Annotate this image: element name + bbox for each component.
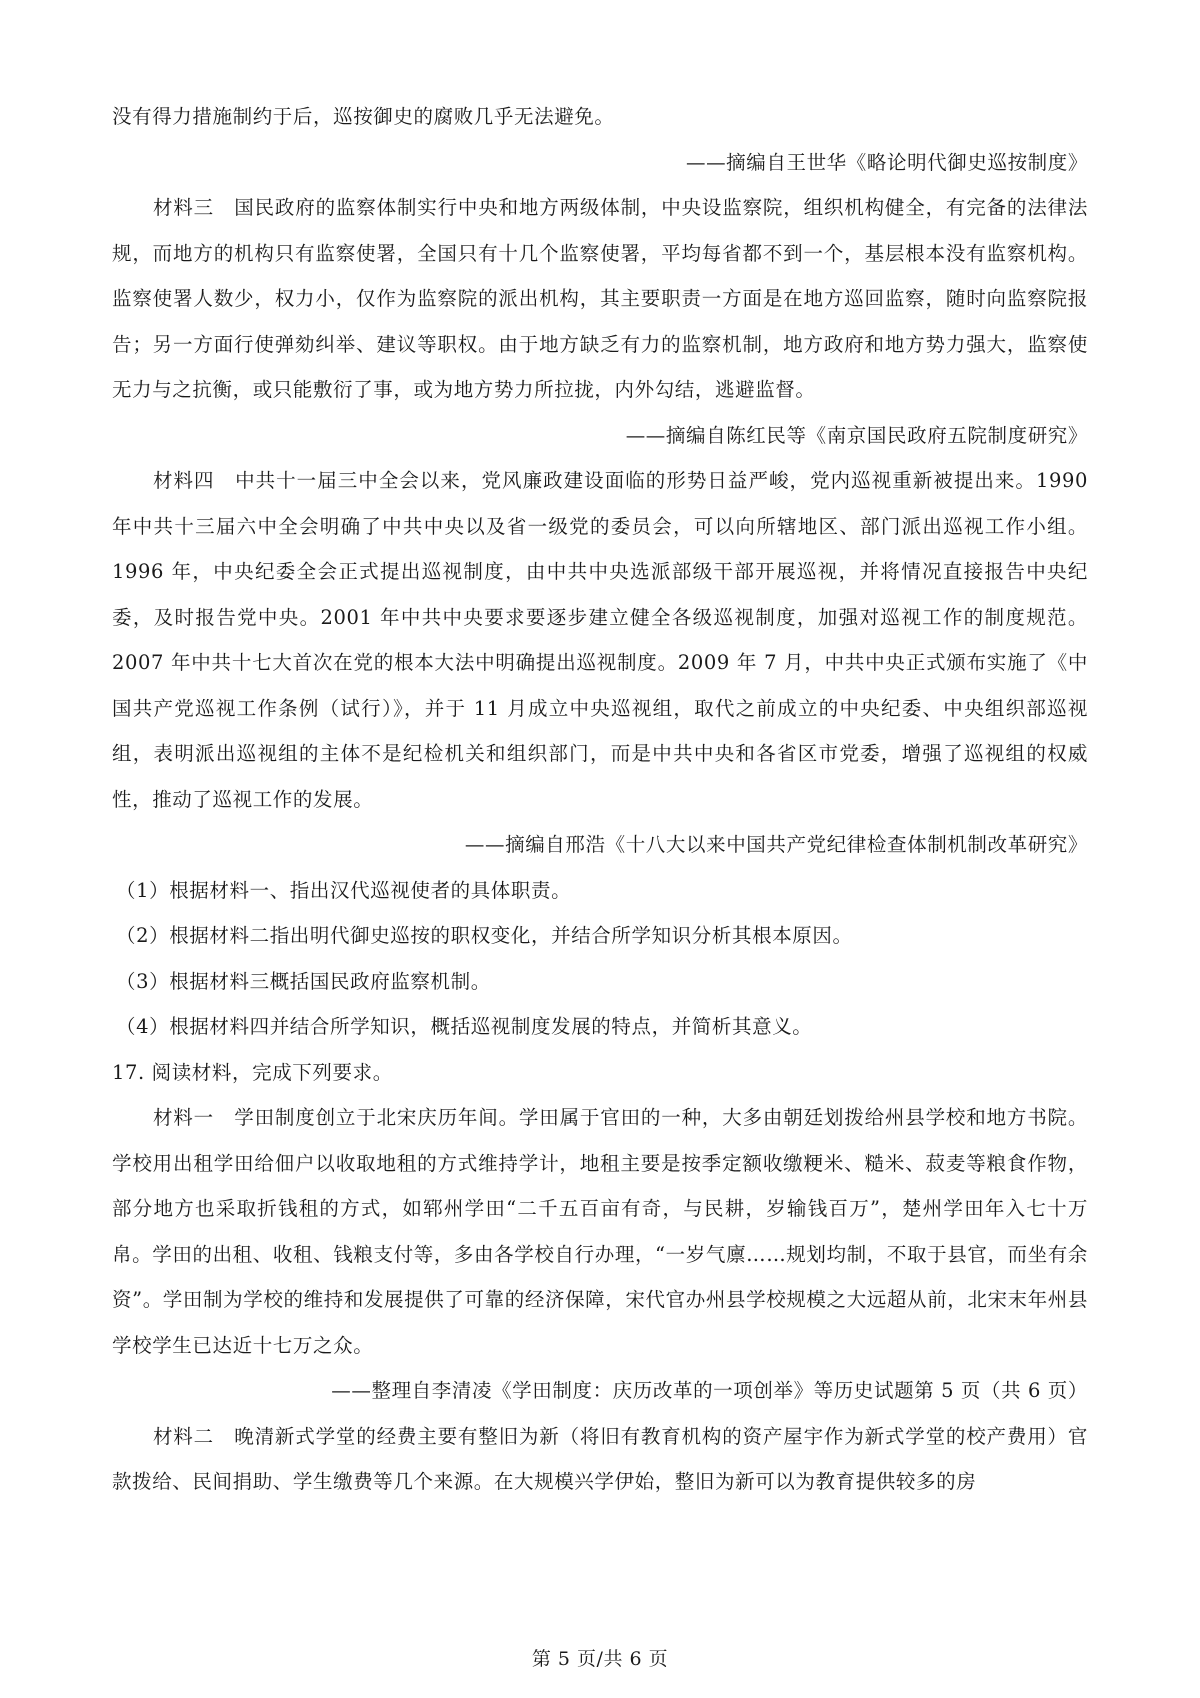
material-four: 材料四 中共十一届三中全会以来，党风廉政建设面临的形势日益严峻，党内巡视重新被提出来。1990 年中共十三届六中全会明确了中共中央以及省一级党的委员会，可以向所辖地区、部门派出巡视工作小组。1996 年，中央纪委全会正式提出巡视制度，由中共中央选派部级干部开展巡视，并将情况直接报告中央纪委，及时报告党中央。2001 年中共中央要求要逐步建立健全各级巡视制度，加强对巡视工作的制度规范。2007 年中共十七大首次在党的根本大法中明确提出巡视制度。2009 年 7 月，中共中央正式颁布实施了《中国共产党巡视工作条例（试行）》，并于 11 月成立中央巡视组，取代之前成立的中央纪委、中央组织部巡视组，表明派出巡视组的主体不是纪检机关和组织部门，而是中共中央和各省区市党委，增强了巡视组的权威性，推动了巡视工作的发展。 (112, 469, 1088, 811)
q17-material-two: 材料二 晚清新式学堂的经费主要有整旧为新（将旧有教育机构的资产屋宇作为新式学堂的校产费用）官款拨给、民间捐助、学生缴费等几个来源。在大规模兴学伊始，整旧为新可以为教育提供较多的房 (112, 1424, 1088, 1493)
material-three: 材料三 国民政府的监察体制实行中央和地方两级体制，中央设监察院，组织机构健全，有完备的法律法规，而地方的机构只有监察使署，全国只有十几个监察使署，平均每省都不到一个，基层根本没有监察机构。监察使署人数少，权力小，仅作为监察院的派出机构，其主要职责一方面是在地方巡回监察，随时向监察院报告；另一方面行使弹劾纠举、建议等职权。由于地方缺乏有力的监察机制，地方政府和地方势力强大，监察使无力与之抗衡，或只能敷衍了事，或为地方势力所拉拢，内外勾结，逃避监督。 (112, 196, 1088, 401)
q17-material-one-source: ——整理自李清凌《学田制度：庆历改革的一项创举》等历史试题第 5 页（共 6 页） (331, 1379, 1088, 1402)
page-footer: 第 5 页/共 6 页 (531, 1648, 669, 1670)
material-three-source: ——摘编自陈红民等《南京国民政府五院制度研究》 (625, 423, 1088, 447)
material-two-source: ——摘编自王世华《略论明代御史巡按制度》 (685, 150, 1088, 174)
question-17-heading: 17. 阅读材料，完成下列要求。 (112, 1060, 393, 1084)
question-1: （1）根据材料一、指出汉代巡视使者的具体职责。 (116, 878, 572, 902)
material-four-source: ——摘编自邢浩《十八大以来中国共产党纪律检查体制机制改革研究》 (464, 833, 1088, 856)
page-content (112, 94, 1088, 1505)
question-4: （4）根据材料四并结合所学知识，概括巡视制度发展的特点，并简析其意义。 (116, 1015, 813, 1038)
material-two-continuation: 没有得力措施制约于后，巡按御史的腐败几乎无法避免。 (112, 105, 615, 128)
question-2: （2）根据材料二指出明代御史巡按的职权变化，并结合所学知识分析其根本原因。 (116, 924, 853, 947)
q17-material-one: 材料一 学田制度创立于北宋庆历年间。学田属于官田的一种，大多由朝廷划拨给州县学校和地方书院。学校用出租学田给佃户以收取地租的方式维持学计，地租主要是按季定额收缴粳米、糙米、菽麦等粮食作物，部分地方也采取折钱租的方式，如郓州学田“二千五百亩有奇，与民耕，岁输钱百万”，楚州学田年入七十万帛。学田的出租、收租、钱粮支付等，多由各学校自行办理，“一岁气廪……规划均制，不取于县官，而坐有余资”。学田制为学校的维持和发展提供了可靠的经济保障，宋代官办州县学校规模之大远超从前，北宋末年州县学校学生已达近十七万之众。 (112, 1106, 1088, 1357)
question-3: （3）根据材料三概括国民政府监察机制。 (116, 969, 491, 993)
